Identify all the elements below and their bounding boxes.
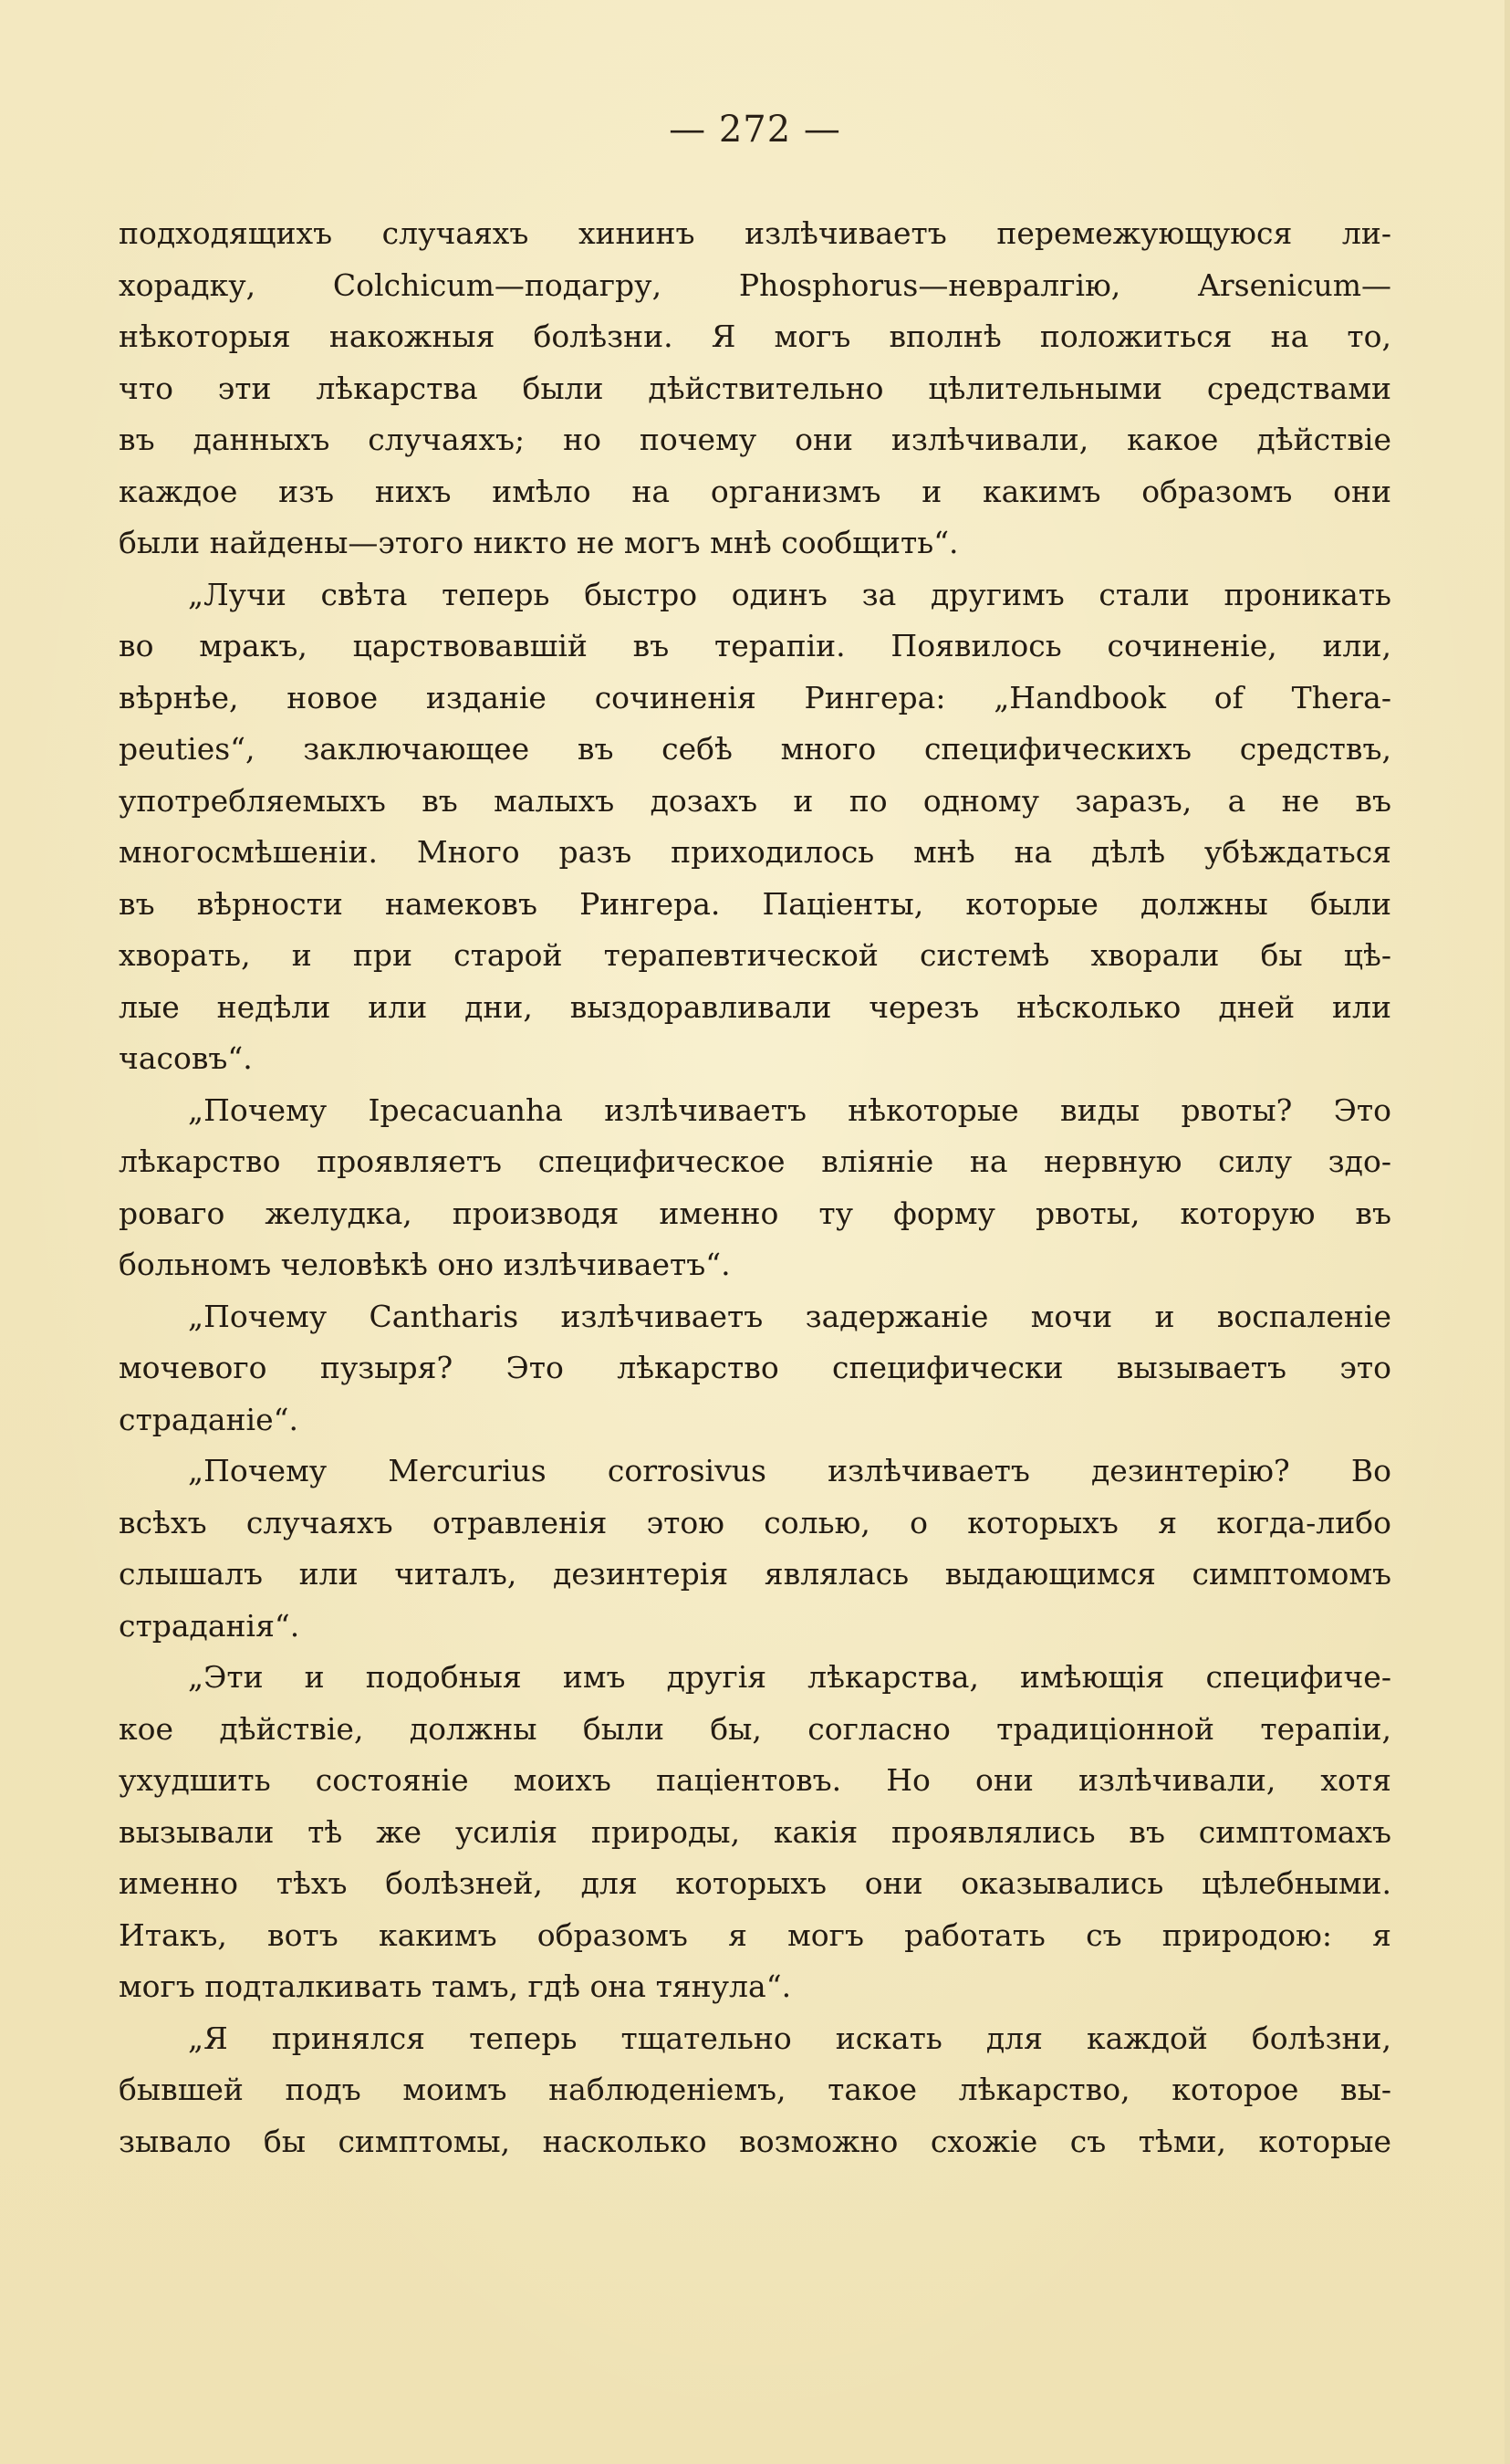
text-line: подходящихъ случаяхъ хининъ излѣчиваетъ перемежующуюся ли- — [119, 215, 1391, 251]
text-line: во мракъ, царствовавшій въ терапіи. Появилось сочиненіе, или, — [119, 628, 1391, 663]
body-text — [119, 208, 1391, 2167]
text-line: хорадку, Colchicum—подагру, Phosphorus—невралгію, Arsenicum— — [119, 266, 1391, 303]
text-line: лые недѣли или дни, выздоравливали черезъ нѣсколько дней или — [119, 988, 1391, 1025]
text-line: ухудшить состояніе моихъ паціентовъ. Но они излѣчивали, хотя — [119, 1762, 1391, 1798]
text-line: „Почему Cantharis излѣчиваетъ задержаніе мочи и воспаленіе — [188, 1298, 1391, 1334]
text-line: „Эти и подобныя имъ другія лѣкарства, имѣющія специфиче- — [188, 1659, 1391, 1695]
text-line: хворать, и при старой терапевтической системѣ хворали бы цѣ- — [119, 937, 1391, 973]
text-line: Итакъ, вотъ какимъ образомъ я могъ работать съ природою: я — [119, 1916, 1391, 1953]
text-line: страданія“. — [119, 1607, 300, 1644]
text-line: „Почему Ipecacuanha излѣчиваетъ нѣкоторые виды рвоты? Это — [188, 1091, 1391, 1128]
text-line: что эти лѣкарства были дѣйствительно цѣлительными средствами — [119, 370, 1391, 406]
text-line: въ вѣрности намековъ Рингера. Паціенты, которые должны были — [119, 885, 1391, 922]
text-line: зывало бы симптомы, насколько возможно схожіе съ тѣми, которые — [119, 2123, 1391, 2159]
text-line: роваго желудка, производя именно ту форму рвоты, которую въ — [119, 1195, 1391, 1231]
text-line: могъ подталкивать тамъ, гдѣ она тянула“. — [119, 1968, 792, 2004]
text-line: вѣрнѣе, новое изданіе сочиненія Рингера: „Handbook of Thera- — [119, 679, 1391, 715]
text-line: нѣкоторыя накожныя болѣзни. Я могъ вполнѣ положиться на то, — [119, 318, 1391, 354]
text-line: страданіе“. — [119, 1401, 298, 1437]
text-line: были найдены—этого никто не могъ мнѣ сообщить“. — [119, 525, 959, 560]
text-line: лѣкарство проявляетъ специфическое вліяніе на нервную силу здо- — [119, 1143, 1391, 1179]
text-line: кое дѣйствіе, должны были бы, согласно традиціонной терапіи, — [119, 1710, 1391, 1747]
text-line: бывшей подъ моимъ наблюденіемъ, такое лѣкарство, которое вы- — [119, 2072, 1391, 2107]
text-line: „Я принялся теперь тщательно искать для каждой болѣзни, — [188, 2020, 1391, 2056]
text-line: „Лучи свѣта теперь быстро одинъ за другимъ стали проникать — [188, 576, 1391, 612]
text-line: слышалъ или читалъ, дезинтерія являлась выдающимся симптомомъ — [119, 1556, 1391, 1592]
text-line: употребляемыхъ въ малыхъ дозахъ и по одному заразъ, а не въ — [119, 782, 1391, 819]
text-line: „Почему Mercurius corrosivus излѣчиваетъ дезинтерію? Во — [188, 1453, 1391, 1488]
text-line: часовъ“. — [119, 1040, 253, 1076]
text-line: peuties“, заключающее въ себѣ много специфическихъ средствъ, — [119, 731, 1391, 767]
text-line: всѣхъ случаяхъ отравленія этою солью, о которыхъ я когда-либо — [119, 1504, 1391, 1540]
text-line: больномъ человѣкѣ оно излѣчиваетъ“. — [119, 1247, 731, 1282]
text-line: каждое изъ нихъ имѣло на организмъ и какимъ образомъ они — [119, 473, 1391, 509]
text-line: вызывали тѣ же усилія природы, какія проявлялись въ симптомахъ — [119, 1813, 1391, 1850]
page-number: — 272 — — [669, 109, 841, 151]
text-line: мочевого пузыря? Это лѣкарство специфически вызываетъ это — [119, 1350, 1391, 1385]
text-line: въ данныхъ случаяхъ; но почему они излѣчивали, какое дѣйствіе — [119, 422, 1391, 457]
page-edge — [1505, 0, 1510, 2464]
text-line: именно тѣхъ болѣзней, для которыхъ они оказывались цѣлебными. — [119, 1865, 1391, 1901]
text-line: многосмѣшеніи. Много разъ приходилось мнѣ на дѣлѣ убѣждаться — [119, 834, 1391, 870]
